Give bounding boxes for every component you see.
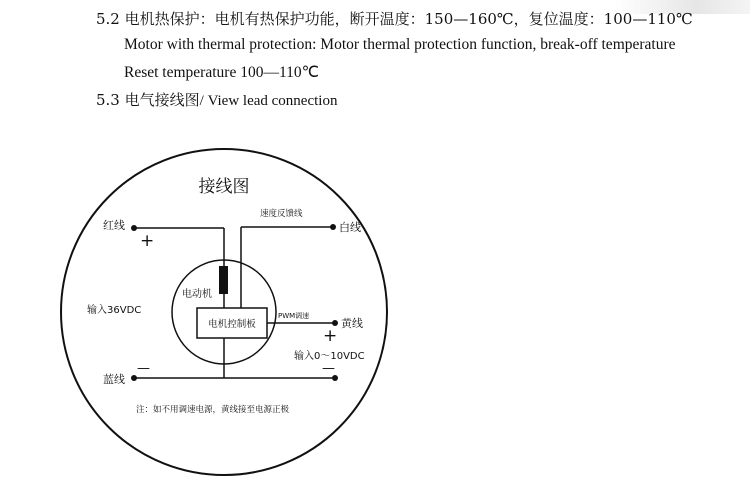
yellow-wire-label: 黄线: [341, 317, 363, 330]
input-0-10vdc-label: 输入0～10VDC: [294, 351, 365, 362]
blue-minus-right: —: [322, 361, 335, 376]
yellow-plus-sign: +: [323, 326, 338, 346]
input-36vdc-label: 输入36VDC: [87, 305, 142, 316]
thermal-element: [219, 266, 228, 294]
motor-label: 电动机: [182, 289, 212, 300]
white-wire-label: 白线: [339, 221, 361, 234]
section-title-cn: 电机热保护：电机有热保护功能，断开温度：150—160℃，复位温度：100—110℃: [124, 10, 693, 28]
red-plus-sign: +: [140, 231, 155, 251]
section-title-cn: 电气接线图: [124, 91, 200, 109]
white-wire-terminal: [330, 224, 336, 230]
blue-wire-label: 蓝线: [103, 373, 125, 386]
section-number: 5.3: [96, 91, 120, 109]
control-board-label: 电机控制板: [208, 319, 256, 330]
speed-feedback-label: 速度反馈线: [260, 209, 303, 219]
thermal-protection-en-line-2: Reset temperature 100—110℃: [124, 64, 320, 81]
red-wire-label: 红线: [103, 219, 125, 232]
thermal-protection-en-line-1: Motor with thermal protection: Motor thermal protection function, break-off temperature: [124, 36, 676, 53]
red-wire-terminal: [131, 225, 137, 231]
section-number: 5.2: [96, 10, 120, 28]
diagram-title: 接线图: [198, 177, 250, 197]
blue-minus-left: —: [137, 361, 150, 376]
wiring-note: 注：如不用调速电源，黄线接至电源正极: [136, 405, 290, 415]
pwm-label: PWM调速: [278, 312, 310, 320]
section-title-en: / View lead connection: [199, 93, 338, 109]
